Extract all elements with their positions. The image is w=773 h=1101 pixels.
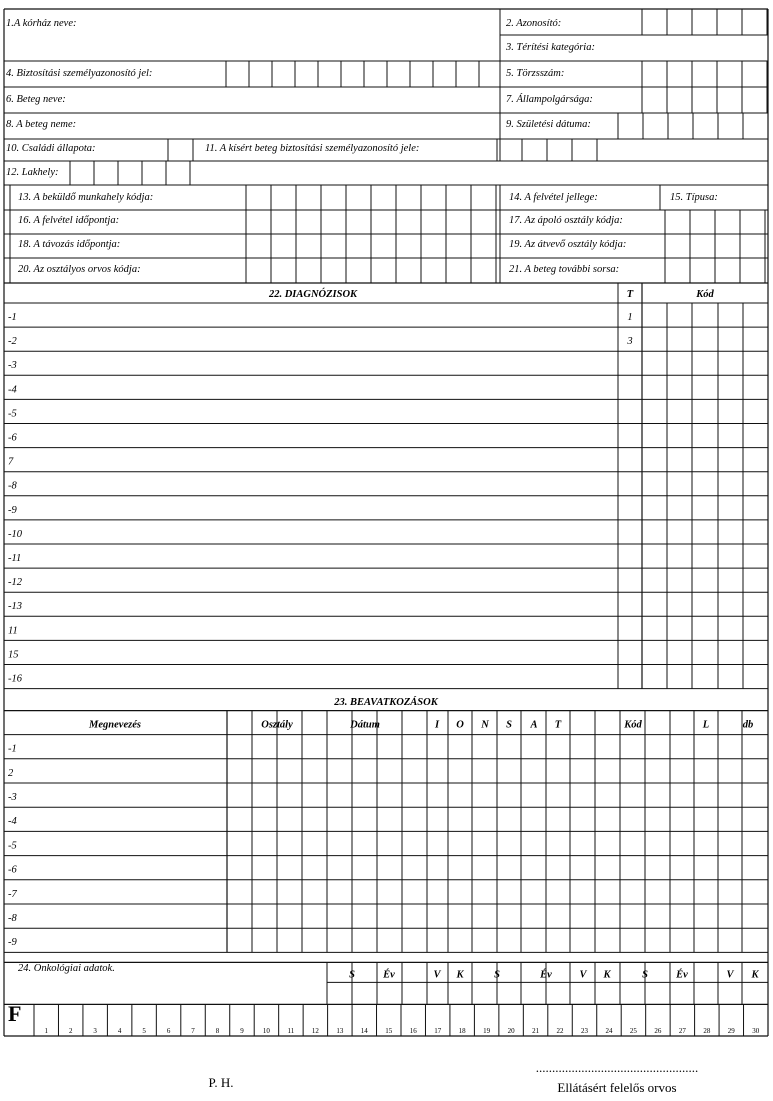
header-section — [6, 18, 718, 275]
code-row — [8, 1001, 760, 1035]
patient-sex-field[interactable]: 8. A beteg neme: — [6, 119, 77, 130]
code-cell-number: 7 — [191, 1027, 195, 1035]
iv-row-label: -8 — [8, 913, 17, 924]
iv-row-label: -7 — [8, 888, 17, 900]
iv-header-cell: Megnevezés — [89, 719, 141, 731]
code-cell-number: 19 — [483, 1027, 491, 1035]
onc-year-header: Év — [383, 969, 395, 981]
diagnoses-t-header: T — [626, 289, 634, 300]
code-cell-number: 3 — [93, 1027, 97, 1035]
iv-header-cell: S — [506, 719, 512, 731]
onc-year-header: Év — [676, 969, 688, 981]
iv-header-cell: Dátum — [350, 719, 380, 731]
dx-row-label: -12 — [8, 577, 22, 589]
code-cell-number: 12 — [311, 1027, 319, 1035]
identifier-field[interactable]: 2. Azonosító: — [506, 18, 562, 29]
dx-row-label: -10 — [8, 528, 22, 540]
code-cell-number: 30 — [752, 1027, 760, 1035]
referring-unit-code-field[interactable]: 13. A beküldő munkahely kódja: — [18, 192, 154, 203]
code-cell-number: 27 — [678, 1027, 686, 1035]
iv-header-cell: db — [742, 719, 754, 731]
signature-label: Ellátásért felelős orvos — [557, 1080, 677, 1095]
code-cell-number: 16 — [409, 1027, 417, 1035]
iv-row-label: -6 — [8, 864, 17, 876]
footer — [209, 1060, 699, 1095]
code-cell-number: 26 — [654, 1027, 662, 1035]
admission-nature-field[interactable]: 14. A felvétel jellege: — [509, 192, 598, 203]
onc-year-header: Év — [540, 969, 552, 981]
onc-s-header: S — [642, 969, 648, 981]
code-cell-number: 24 — [605, 1027, 613, 1035]
iv-row-label: 2 — [8, 767, 14, 779]
onc-k-header: K — [456, 969, 464, 981]
code-cell-number: 25 — [629, 1027, 637, 1035]
citizenship-field[interactable]: 7. Állampolgársága: — [506, 94, 593, 105]
discharge-time-field[interactable]: 18. A távozás időpontja: — [18, 239, 121, 250]
dx-row-label: 11 — [8, 625, 18, 637]
dx-row-label: -16 — [8, 673, 22, 685]
dx-row-label: -1 — [8, 312, 17, 323]
payment-category-field[interactable]: 3. Térítési kategória: — [506, 42, 595, 53]
receiving-ward-code-field[interactable]: 19. Az átvevő osztály kódja: — [509, 239, 627, 250]
code-cell-number: 23 — [581, 1027, 588, 1035]
code-cell-number: 11 — [287, 1027, 295, 1035]
dx-row-label: -3 — [8, 360, 17, 372]
form-code-letter: F — [8, 1001, 22, 1026]
dx-row-label: -9 — [8, 504, 17, 516]
onc-v-header: V — [726, 969, 734, 981]
code-cell-number: 6 — [166, 1027, 171, 1035]
iv-row-label: -5 — [8, 840, 17, 852]
dx-row-label: -11 — [8, 553, 22, 564]
iv-header-cell: Osztály — [261, 719, 293, 731]
code-cell-number: 29 — [727, 1027, 735, 1035]
code-cell-number: 14 — [360, 1027, 368, 1035]
code-cell-number: 18 — [458, 1027, 466, 1035]
oncology-label: 24. Onkológiai adatok. — [18, 963, 115, 974]
dx-row-label: -6 — [8, 432, 17, 444]
oncology-section — [18, 963, 759, 980]
stamp-placeholder: P. H. — [208, 1075, 234, 1090]
admission-time-field[interactable]: 16. A felvétel időpontja: — [18, 215, 120, 226]
code-cell-number: 5 — [142, 1027, 146, 1035]
signature-dotted-line[interactable]: .................................................. — [535, 1060, 699, 1075]
dx-row-t: 3 — [627, 336, 633, 348]
code-cell-number: 10 — [262, 1027, 270, 1035]
dx-row-label: -5 — [8, 408, 17, 420]
onc-k-header: K — [603, 969, 611, 981]
registry-number-field[interactable]: 5. Törzsszám: — [506, 68, 565, 79]
iv-header-cell: I — [434, 719, 440, 731]
code-cell-number: 4 — [117, 1027, 122, 1035]
nursing-ward-code-field[interactable]: 17. Az ápoló osztály kódja: — [509, 215, 623, 226]
onc-k-header: K — [751, 969, 759, 981]
diagnoses-code-header: Kód — [696, 289, 714, 300]
insurance-id-field[interactable]: 4. Biztosítási személyazonosító jel: — [6, 68, 153, 79]
dx-row-label: 7 — [8, 456, 14, 468]
iv-header-cell: Kód — [624, 719, 642, 731]
code-cell-number: 28 — [703, 1027, 711, 1035]
code-cell-number: 13 — [336, 1027, 344, 1035]
code-cell-number: 2 — [68, 1027, 73, 1035]
birth-date-field[interactable]: 9. Születési dátuma: — [506, 119, 591, 130]
admission-type-field[interactable]: 15. Típusa: — [670, 192, 718, 203]
dx-row-label: -4 — [8, 384, 17, 396]
diagnoses-section — [8, 288, 714, 685]
onc-v-header: V — [433, 969, 441, 981]
iv-row-label: -3 — [8, 792, 17, 803]
form-grid-lines — [4, 9, 768, 1036]
iv-header-cell: L — [702, 719, 710, 731]
iv-header-cell: O — [456, 719, 464, 731]
dx-row-t: 1 — [627, 312, 633, 323]
onc-s-header: S — [494, 969, 500, 981]
code-cell-number: 1 — [44, 1027, 48, 1035]
code-cell-number: 9 — [240, 1027, 244, 1035]
interventions-section — [8, 696, 753, 948]
residence-field[interactable]: 12. Lakhely: — [6, 167, 59, 178]
ward-doctor-code-field[interactable]: 20. Az osztályos orvos kódja: — [18, 264, 141, 275]
dx-row-label: -2 — [8, 336, 17, 348]
code-cell-number: 15 — [385, 1027, 393, 1035]
onc-v-header: V — [579, 969, 587, 981]
code-cell-number: 22 — [556, 1027, 564, 1035]
patient-name-field[interactable]: 6. Beteg neve: — [6, 94, 66, 105]
dx-row-label: 15 — [8, 649, 19, 661]
code-cell-number: 20 — [507, 1027, 515, 1035]
iv-header-cell: A — [530, 719, 538, 731]
onc-s-header: S — [349, 969, 355, 981]
iv-row-label: -4 — [8, 816, 17, 828]
hospital-name-field[interactable]: 1.A kórház neve: — [6, 18, 77, 29]
dx-row-label: -8 — [8, 480, 17, 492]
patient-outcome-field[interactable]: 21. A beteg további sorsa: — [509, 264, 620, 275]
iv-header-cell: N — [481, 719, 489, 731]
code-cell-number: 8 — [215, 1027, 220, 1035]
iv-row-label: -9 — [8, 937, 17, 949]
marital-status-field[interactable]: 10. Családi állapota: — [6, 143, 96, 154]
iv-row-label: -1 — [8, 743, 17, 755]
dx-row-label: -13 — [8, 601, 22, 613]
escorted-insurance-id-field[interactable]: 11. A kísért beteg biztosítási személyazonosító jele: — [205, 143, 420, 154]
interventions-title: 23. BEAVATKOZÁSOK — [334, 697, 438, 708]
code-cell-number: 17 — [434, 1027, 442, 1035]
code-cell-number: 21 — [532, 1027, 540, 1035]
iv-header-cell: T — [554, 719, 562, 731]
diagnoses-title: 22. DIAGNÓZISOK — [268, 289, 358, 300]
